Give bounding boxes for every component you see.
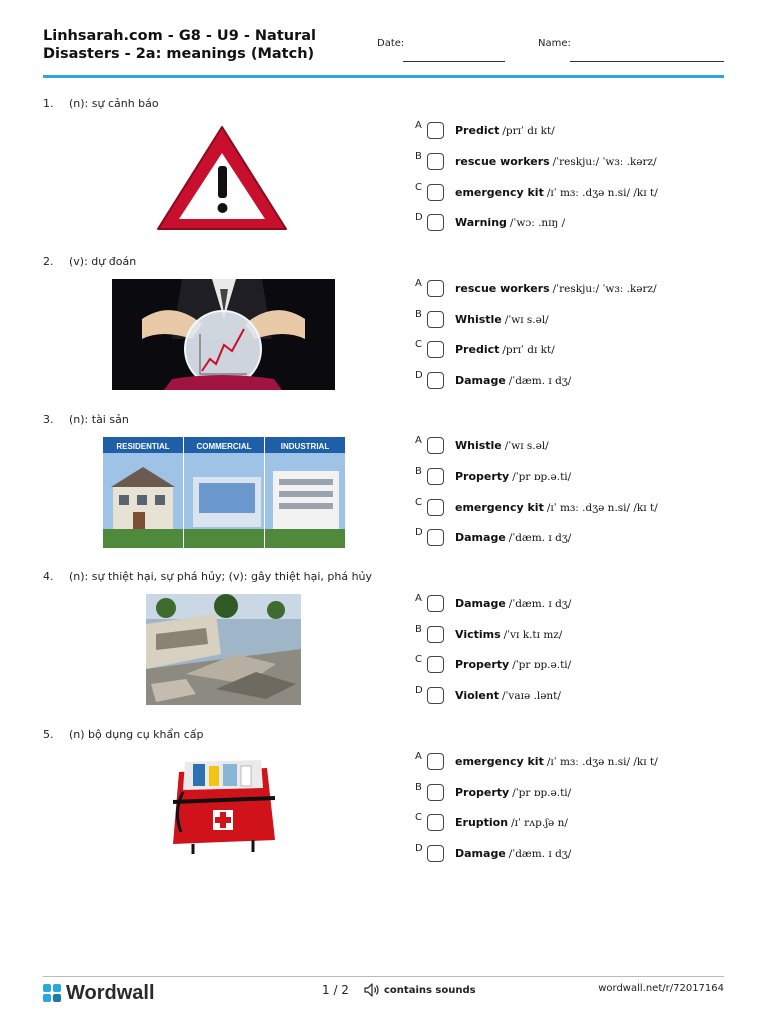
option-row xyxy=(415,280,715,302)
option-letter: C xyxy=(415,182,422,193)
option-ipa: /ˈreskjuː/ ˈwɜː .kərz/ xyxy=(552,283,657,295)
question-text: (n): sự cảnh báo xyxy=(69,97,159,110)
answer-checkbox[interactable] xyxy=(427,437,444,454)
answer-checkbox[interactable] xyxy=(427,153,444,170)
option-letter: B xyxy=(415,466,422,477)
question-number: 3. xyxy=(43,413,54,426)
option-row xyxy=(415,784,715,806)
question-text: (n): tài sản xyxy=(69,413,129,426)
option-word: emergency kit /ɪˈ mɜː .dʒə n.si/ /kɪ t/ xyxy=(455,755,658,768)
option-word: Eruption /ɪˈ rʌp.ʃə n/ xyxy=(455,816,568,829)
option-letter: B xyxy=(415,624,422,635)
question-number: 4. xyxy=(43,570,54,583)
question-text: (v): dự đoán xyxy=(69,255,137,268)
commercial-label: COMMERCIAL xyxy=(196,442,252,451)
crystal-ball-image xyxy=(112,279,335,390)
answer-checkbox[interactable] xyxy=(427,311,444,328)
option-word: Damage /ˈdæm. ɪ dʒ/ xyxy=(455,597,572,610)
wordwall-logo-text: Wordwall xyxy=(66,981,155,1004)
option-ipa: /ɪˈ mɜː .dʒə n.si/ /kɪ t/ xyxy=(546,187,658,199)
footer-divider xyxy=(43,976,724,977)
option-word: Victims /ˈvɪ k.tɪ mz/ xyxy=(455,628,563,641)
option-word: rescue workers /ˈreskjuː/ ˈwɜː .kərz/ xyxy=(455,282,657,295)
answer-checkbox[interactable] xyxy=(427,372,444,389)
answer-checkbox[interactable] xyxy=(427,784,444,801)
name-line[interactable] xyxy=(570,61,724,62)
option-row xyxy=(415,814,715,836)
option-ipa: /ˈvɪ k.tɪ mz/ xyxy=(503,629,563,641)
wordwall-logo[interactable] xyxy=(43,982,155,1004)
first-aid-bag-image xyxy=(163,752,283,858)
property-types-image xyxy=(103,437,345,548)
option-word: Predict /prɪˈ dɪ kt/ xyxy=(455,343,555,356)
option-ipa: /prɪˈ dɪ kt/ xyxy=(502,344,555,356)
option-ipa: /ˈdæm. ɪ dʒ/ xyxy=(508,532,572,544)
option-word: Damage /ˈdæm. ɪ dʒ/ xyxy=(455,531,572,544)
option-letter: D xyxy=(415,527,423,538)
option-letter: A xyxy=(415,751,422,762)
date-line[interactable] xyxy=(403,61,505,62)
title-line-2: Disasters - 2a: meanings (Match) xyxy=(43,46,315,62)
question-number: 1. xyxy=(43,97,54,110)
option-letter: C xyxy=(415,497,422,508)
contains-sounds xyxy=(364,983,476,997)
option-row xyxy=(415,499,715,521)
option-row xyxy=(415,122,715,144)
option-row xyxy=(415,626,715,648)
option-ipa: /ˈdæm. ɪ dʒ/ xyxy=(508,598,572,610)
option-word: Damage /ˈdæm. ɪ dʒ/ xyxy=(455,374,572,387)
option-ipa: /ˈpr ɒp.ə.ti/ xyxy=(512,471,572,483)
option-letter: A xyxy=(415,120,422,131)
answer-checkbox[interactable] xyxy=(427,122,444,139)
option-letter: D xyxy=(415,212,423,223)
option-letter: A xyxy=(415,593,422,604)
worksheet-title xyxy=(43,27,323,63)
option-ipa: /ˈreskjuː/ ˈwɜː .kərz/ xyxy=(552,156,657,168)
answer-checkbox[interactable] xyxy=(427,845,444,862)
date-label: Date: xyxy=(377,38,405,49)
option-ipa: /ˈpr ɒp.ə.ti/ xyxy=(512,659,572,671)
warning-sign-image xyxy=(155,121,290,234)
answer-checkbox[interactable] xyxy=(427,280,444,297)
answer-checkbox[interactable] xyxy=(427,595,444,612)
option-letter: B xyxy=(415,309,422,320)
option-letter: C xyxy=(415,812,422,823)
option-word: rescue workers /ˈreskjuː/ ˈwɜː .kərz/ xyxy=(455,155,657,168)
option-word: Warning /ˈwɔː .nɪŋ / xyxy=(455,216,566,229)
option-ipa: /ɪˈ rʌp.ʃə n/ xyxy=(511,817,568,829)
answer-checkbox[interactable] xyxy=(427,656,444,673)
option-letter: A xyxy=(415,278,422,289)
option-row xyxy=(415,184,715,206)
option-letter: C xyxy=(415,339,422,350)
option-word: Whistle /ˈwɪ s.əl/ xyxy=(455,439,549,452)
option-word: emergency kit /ɪˈ mɜː .dʒə n.si/ /kɪ t/ xyxy=(455,186,658,199)
question-text: (n): sự thiệt hại, sự phá hủy; (v): gây thiệt hại, phá hủy xyxy=(69,570,373,583)
answer-checkbox[interactable] xyxy=(427,214,444,231)
option-letter: D xyxy=(415,843,423,854)
industrial-label: INDUSTRIAL xyxy=(280,442,330,451)
speaker-icon xyxy=(364,983,380,997)
wordwall-logo-icon xyxy=(43,984,61,1002)
option-letter: C xyxy=(415,654,422,665)
option-word: Damage /ˈdæm. ɪ dʒ/ xyxy=(455,847,572,860)
answer-checkbox[interactable] xyxy=(427,499,444,516)
option-ipa: /ɪˈ mɜː .dʒə n.si/ /kɪ t/ xyxy=(546,756,658,768)
option-word: emergency kit /ɪˈ mɜː .dʒə n.si/ /kɪ t/ xyxy=(455,501,658,514)
option-word: Property /ˈpr ɒp.ə.ti/ xyxy=(455,470,572,483)
answer-checkbox[interactable] xyxy=(427,753,444,770)
option-row xyxy=(415,341,715,363)
option-ipa: /ˈpr ɒp.ə.ti/ xyxy=(512,787,572,799)
option-row xyxy=(415,845,715,867)
question-number: 2. xyxy=(43,255,54,268)
option-row xyxy=(415,372,715,394)
answer-checkbox[interactable] xyxy=(427,184,444,201)
answer-checkbox[interactable] xyxy=(427,626,444,643)
question-number: 5. xyxy=(43,728,54,741)
option-ipa: /ˈvaɪə .lənt/ xyxy=(501,690,561,702)
option-ipa: /ˈwɔː .nɪŋ / xyxy=(509,217,566,229)
option-row xyxy=(415,437,715,459)
option-letter: D xyxy=(415,370,423,381)
option-letter: B xyxy=(415,782,422,793)
option-row xyxy=(415,753,715,775)
option-row xyxy=(415,311,715,333)
option-ipa: /prɪˈ dɪ kt/ xyxy=(502,125,555,137)
answer-checkbox[interactable] xyxy=(427,341,444,358)
option-word: Violent /ˈvaɪə .lənt/ xyxy=(455,689,561,702)
option-row xyxy=(415,214,715,236)
option-word: Whistle /ˈwɪ s.əl/ xyxy=(455,313,549,326)
option-ipa: /ˈdæm. ɪ dʒ/ xyxy=(508,375,572,387)
option-word: Predict /prɪˈ dɪ kt/ xyxy=(455,124,555,137)
answer-checkbox[interactable] xyxy=(427,687,444,704)
title-line-1: Linhsarah.com - G8 - U9 - Natural xyxy=(43,28,316,44)
name-label: Name: xyxy=(538,38,571,49)
answer-checkbox[interactable] xyxy=(427,814,444,831)
option-row xyxy=(415,153,715,175)
question-text: (n) bộ dụng cụ khẩn cấp xyxy=(69,728,204,741)
header-divider xyxy=(43,75,724,78)
collapsed-building-image xyxy=(146,594,301,705)
option-ipa: /ɪˈ mɜː .dʒə n.si/ /kɪ t/ xyxy=(546,502,658,514)
option-row xyxy=(415,656,715,678)
option-ipa: /ˈwɪ s.əl/ xyxy=(504,440,549,452)
option-row xyxy=(415,468,715,490)
answer-checkbox[interactable] xyxy=(427,468,444,485)
answer-checkbox[interactable] xyxy=(427,529,444,546)
option-word: Property /ˈpr ɒp.ə.ti/ xyxy=(455,658,572,671)
option-row xyxy=(415,687,715,709)
residential-label: RESIDENTIAL xyxy=(116,442,170,451)
option-word: Property /ˈpr ɒp.ə.ti/ xyxy=(455,786,572,799)
sound-label: contains sounds xyxy=(384,984,476,996)
option-row xyxy=(415,529,715,551)
option-letter: D xyxy=(415,685,423,696)
option-ipa: /ˈwɪ s.əl/ xyxy=(504,314,549,326)
page-number: 1 / 2 xyxy=(322,983,349,997)
option-row xyxy=(415,595,715,617)
source-url[interactable]: wordwall.net/r/72017164 xyxy=(598,983,724,994)
option-ipa: /ˈdæm. ɪ dʒ/ xyxy=(508,848,572,860)
option-letter: B xyxy=(415,151,422,162)
option-letter: A xyxy=(415,435,422,446)
